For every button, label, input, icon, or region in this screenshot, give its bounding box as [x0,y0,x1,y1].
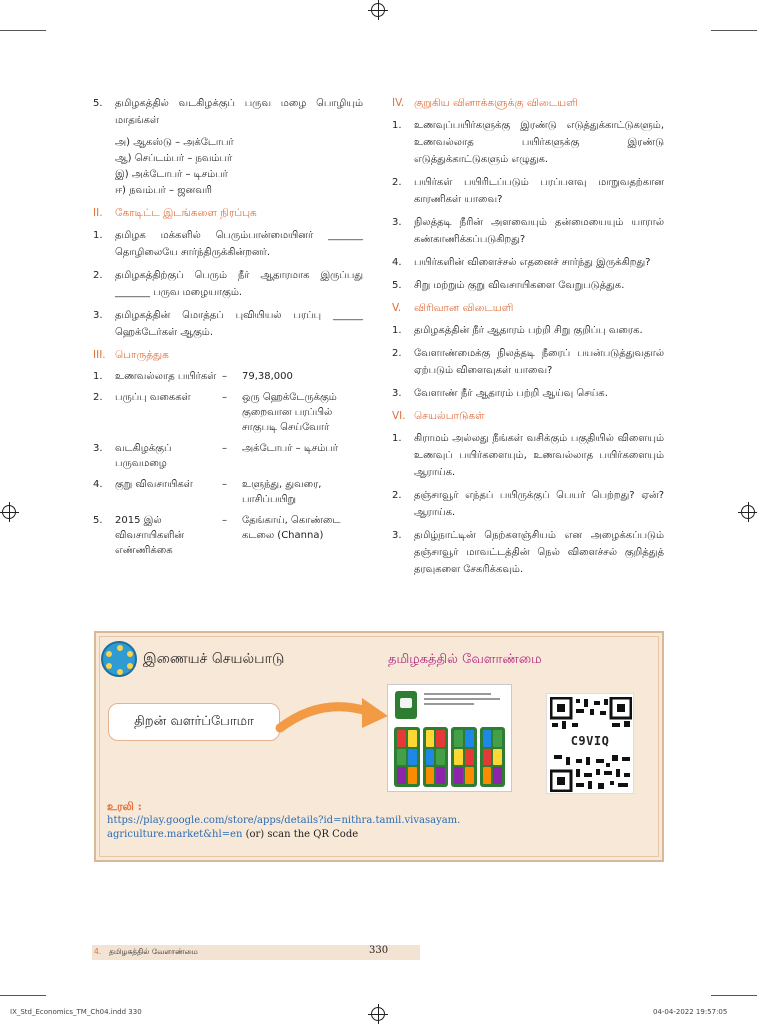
question-item: 1. தமிழகத்தின் நீர் ஆதாரம் பற்றி சிறு குறிப்பு வரைக. [392,325,643,336]
url-label: உரலி : [107,800,142,813]
page-number: 330 [369,945,389,956]
registration-mark-icon [371,1007,385,1021]
option: ஈ) நவம்பர் – ஜனவரி [115,185,212,196]
table-row: 4. குறு விவசாயிகள் – உளுந்து, துவரை, பாசிப்பயிறு [93,479,322,505]
url-line: agriculture.market&hl=en (or) scan the QR Code [107,829,359,840]
skill-badge: திறன் வளர்ப்போமா [108,703,280,741]
url-link[interactable]: agriculture.market&hl=en [107,829,243,840]
section-heading-short-answers: IV. குறுகிய வினாக்களுக்கு விடையளி [392,97,578,109]
table-row: 3. வடகிழக்குப் பருவமழை – அக்டோபர் – டிசம்பர் [93,443,339,469]
match-table [93,369,363,564]
activity-item: 1. கிராமம் அல்லது நீங்கள் வசிக்கும் பகுதியில் விளையும் உணவுப் பயிர்களையும், உணவல்லாத பயிர்களையும் ஆராய்க. [392,433,664,478]
question-item: 2. பயிர்கள் பயிரிடப்படும் பரப்பளவு மாறுவதற்கான காரணிகள் யாவை? [392,177,664,205]
question-item: 4. பயிர்களின் விளைச்சல் எதனைச் சார்ந்து இருக்கிறது? [392,257,651,268]
activity-item: 2. தஞ்சாவூர் எந்தப் பயிருக்குப் பெயர் பெற்றது? ஏன்? ஆராய்க. [392,490,664,518]
print-slug-file: IX_Std_Economics_TM_Ch04.indd 330 [10,1008,142,1016]
arrow-icon [262,690,392,740]
crop-mark [711,30,757,31]
crop-mark [0,995,46,996]
question-item: 1. உணவுப்பயிர்களுக்கு இரண்டு எடுத்துக்காட்டுகளும், உணவல்லாத பயிர்களுக்கு இரண்டு எடுத்துக்காட்டுகளும் எழுதுக. [392,120,664,165]
url-link[interactable]: https://play.google.com/store/apps/details?id=nithra.tamil.vivasayam. [107,815,461,826]
app-logo-icon [395,691,417,719]
globe-icon [101,641,137,677]
question-item: 3. நிலத்தடி நீரின் அளவையும் தன்மையையும் யாரால் கண்காணிக்கப்படுகிறது? [392,217,664,245]
question-item: 5. சிறு மற்றும் குறு விவசாயிகளை வேறுபடுத்துக. [392,280,625,291]
option: அ) ஆகஸ்டு – அக்டோபர் [115,137,234,148]
footer-chapter: 4. தமிழகத்தில் வேளாண்மை [94,947,198,956]
table-row: 5. 2015 இல் விவசாயிகளின் எண்ணிக்கை – தேங்காய், கொண்டை கடலை (Channa) [93,515,341,556]
fill-blank-item: 2. தமிழகத்திற்குப் பெரும் நீர் ஆதாரமாக இருப்பது _______ பருவ மழையாகும். [93,270,363,298]
print-slug-date: 04-04-2022 19:57:05 [653,1008,728,1016]
qr-code[interactable] [546,693,634,794]
app-phone-previews [394,727,505,787]
section-heading-fill-blanks: II. கோடிட்ட இடங்களை நிரப்புக [93,207,257,219]
ict-title: இணையச் செயல்பாடு [143,651,285,667]
registration-mark-icon [371,3,385,17]
option: இ) அக்டோபர் – டிசம்பர் [115,169,228,180]
question-5 [93,95,363,129]
left-column [93,95,363,564]
question-number: 5. [93,98,103,109]
table-row: 2. பருப்பு வகைகள் – ஒரு ஹெக்டேருக்கும் குறைவான பரப்பில் சாகுபடி செய்வோர் [93,392,337,433]
option: ஆ) செப்டம்பர் – நவம்பர் [115,153,233,164]
fill-blank-item: 3. தமிழகத்தின் மொத்தப் புவியியல் பரப்பு ______ ஹெக்டேர்கள் ஆகும். [93,310,363,338]
app-description-lines [424,693,508,715]
section-heading-long-answers: V. விரிவான விடையளி [392,302,514,314]
question-item: 2. வேளாண்மைக்கு நிலத்தடி நீரைப் பயன்படுத்துவதால் ஏற்படும் விளைவுகள் யாவை? [392,348,664,376]
app-screenshot [387,684,512,792]
question-item: 3. வேளாண் நீர் ஆதாரம் பற்றி ஆய்வு செய்க. [392,388,608,399]
registration-mark-icon [2,505,16,519]
fill-blank-item: 1. தமிழக மக்களில் பெரும்பான்மையினர் _______ தொழிலையே சார்ந்திருக்கின்றனர். [93,230,363,258]
crop-mark [711,995,757,996]
options-list [93,135,363,199]
table-row: 1. உணவல்லாத பயிர்கள் – 79,38,000 [93,371,293,382]
question-text: தமிழகத்தில் வடகிழக்குப் பருவ மழை பொழியும் மாதங்கள் [115,98,363,126]
crop-mark [0,30,46,31]
section-heading-match: III. பொருத்துக [93,349,169,361]
ict-topic: தமிழகத்தில் வேளாண்மை [388,652,542,667]
right-column [392,95,664,584]
registration-mark-icon [741,505,755,519]
qr-code-text: C9VIQ [563,732,617,750]
section-heading-activities: VI. செயல்பாடுகள் [392,410,485,422]
activity-item: 3. தமிழ்நாட்டின் நெற்களஞ்சியம் என அழைக்கப்படும் தஞ்சாவூர் மாவட்டத்தின் நெல் விளைச்சல் குறித்துத் தரவுகளை சேகரிக்கவும். [392,530,664,575]
